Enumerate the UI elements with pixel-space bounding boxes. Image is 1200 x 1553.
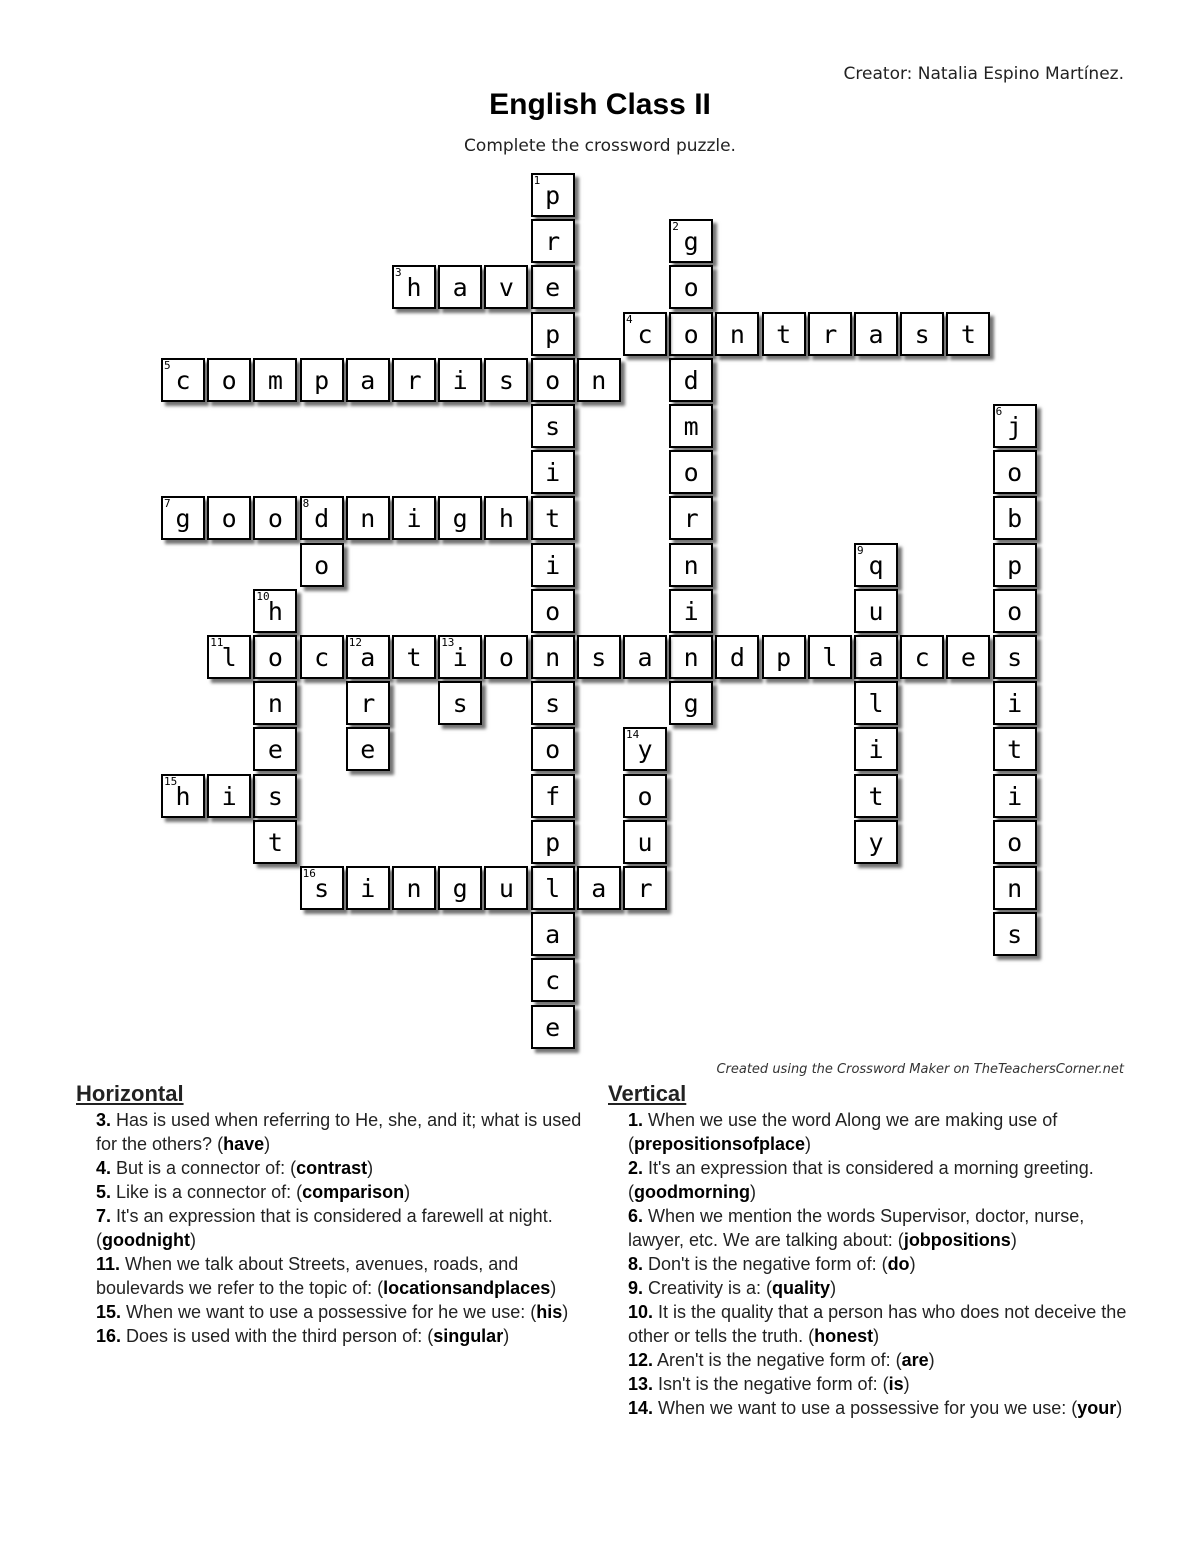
grid-cell[interactable]: e (531, 265, 575, 309)
clue-number: 16 (302, 867, 316, 880)
grid-cell[interactable]: n (715, 312, 759, 356)
clue-number: 3 (395, 266, 402, 280)
grid-cell[interactable]: r (669, 496, 713, 540)
clue-text: When we mention the words Supervisor, doctor, nurse, lawyer, etc. We are talking about: ( (628, 1206, 1085, 1250)
clue-text: Like is a connector of: ( (111, 1182, 303, 1202)
grid-cell[interactable]: o (531, 727, 575, 771)
clue-text: It's an expression that is considered a farewell at night. ( (96, 1206, 553, 1250)
grid-cell[interactable]: t (946, 312, 990, 356)
clue-text: Aren't is the negative form of: ( (653, 1350, 902, 1370)
grid-cell[interactable]: v (484, 265, 528, 309)
grid-cell[interactable]: g (669, 219, 713, 263)
clue-text: But is a connector of: ( (111, 1158, 297, 1178)
grid-cell[interactable]: a (438, 265, 482, 309)
grid-cell[interactable]: i (438, 358, 482, 402)
grid-cell[interactable]: a (577, 866, 621, 910)
horizontal-heading: Horizontal (76, 1081, 184, 1106)
grid-cell[interactable]: r (346, 681, 390, 725)
clue-text: Has is used when referring to He, she, and it; what is used for the others? ( (96, 1110, 582, 1154)
clue-text: It's an expression that is considered a morning greeting. ( (628, 1158, 1094, 1202)
clue-number: 9 (857, 543, 864, 557)
grid-cell[interactable]: l (531, 866, 575, 910)
clue-answer: is (888, 1374, 904, 1394)
grid-cell[interactable]: i (207, 774, 251, 818)
grid-cell[interactable]: s (531, 404, 575, 448)
grid-cell[interactable]: u (484, 866, 528, 910)
horizontal-clue: 7. It's an expression that is considered a farewell at night. (goodnight) (96, 1206, 553, 1250)
horizontal-clue: 5. Like is a connector of: (comparison) (96, 1182, 411, 1202)
clue-text: When we talk about Streets, avenues, roads, and boulevards we refer to the topic of: ( (96, 1254, 519, 1298)
clue-number-label: 8. (628, 1254, 644, 1274)
clue-number: 5 (164, 358, 171, 372)
grid-cell[interactable]: c (161, 358, 205, 402)
clue-number: 12 (348, 636, 363, 649)
grid-cell[interactable]: n (346, 496, 390, 540)
grid-cell[interactable]: a (623, 635, 667, 679)
grid-cell[interactable]: h (161, 774, 205, 818)
grid-cell[interactable]: t (531, 496, 575, 540)
horizontal-clue: 15. When we want to use a possessive for he we use: (his) (96, 1302, 569, 1322)
clue-number-label: 9. (628, 1278, 644, 1298)
grid-cell[interactable]: t (854, 774, 898, 818)
grid-cell[interactable]: s (484, 358, 528, 402)
grid-cell[interactable]: h (253, 589, 297, 633)
grid-cell[interactable]: r (623, 866, 667, 910)
grid-cell[interactable]: e (253, 727, 297, 771)
clue-number-label: 16. (96, 1326, 122, 1346)
vertical-heading: Vertical (608, 1081, 687, 1106)
clue-answer: your (1077, 1398, 1117, 1418)
clue-number: 10 (256, 589, 270, 603)
grid-cell[interactable]: o (253, 635, 297, 679)
grid-cell[interactable]: n (669, 635, 713, 679)
vertical-clue: 1. When we use the word Along we are making use of (prepositionsofplace) (628, 1110, 1058, 1154)
grid-cell[interactable]: r (392, 358, 436, 402)
grid-cell[interactable]: o (300, 543, 344, 587)
vertical-clue: 14. When we want to use a possessive for you we use: (your) (628, 1398, 1123, 1418)
grid-cell[interactable]: i (993, 774, 1037, 818)
clue-text: When we use the word Along we are making use of ( (628, 1110, 1058, 1154)
grid-cell[interactable]: o (207, 496, 251, 540)
clue-number-label: 13. (628, 1374, 654, 1394)
clue-number: 7 (164, 497, 171, 511)
clue-text: Does is used with the third person of: ( (121, 1326, 434, 1346)
clue-number-label: 10. (628, 1302, 654, 1322)
grid-cell[interactable]: g (669, 681, 713, 725)
grid-cell[interactable]: q (854, 543, 898, 587)
horizontal-clues (76, 1080, 586, 1348)
clue-number: 13 (441, 636, 455, 649)
grid-cell[interactable]: c (900, 635, 944, 679)
grid-cell[interactable]: a (854, 312, 898, 356)
grid-cell[interactable]: m (669, 404, 713, 448)
clue-answer: have (223, 1134, 265, 1154)
grid-cell[interactable]: g (161, 496, 205, 540)
grid-cell[interactable]: n (669, 543, 713, 587)
grid-cell[interactable]: i (531, 543, 575, 587)
grid-cell[interactable]: a (531, 912, 575, 956)
grid-cell[interactable]: s (900, 312, 944, 356)
page-title: English Class II (489, 88, 711, 121)
grid-cell[interactable]: p (300, 358, 344, 402)
grid-cell[interactable]: p (762, 635, 806, 679)
grid-cell[interactable]: o (669, 312, 713, 356)
clue-text: Don't is the negative form of: ( (643, 1254, 888, 1274)
horizontal-clue: 11. When we talk about Streets, avenues, roads, and boulevards we refer to the topic of: (locationsandplaces) (96, 1254, 557, 1298)
grid-cell[interactable]: l (207, 635, 251, 679)
horizontal-clue: 4. But is a connector of: (contrast) (96, 1158, 374, 1178)
grid-cell[interactable]: o (531, 358, 575, 402)
clue-text: When we want to use a possessive for you we use: ( (653, 1398, 1078, 1418)
vertical-clue: 9. Creativity is a: (quality) (628, 1278, 837, 1298)
grid-cell[interactable]: y (623, 727, 667, 771)
grid-cell[interactable]: s (577, 635, 621, 679)
clue-number-label: 2. (628, 1158, 644, 1178)
clue-number-label: 12. (628, 1350, 654, 1370)
clue-answer: locationsandplaces (383, 1278, 551, 1298)
grid-cell[interactable]: g (438, 496, 482, 540)
grid-cell[interactable]: o (207, 358, 251, 402)
clue-answer: goodmorning (634, 1182, 750, 1202)
grid-cell[interactable]: e (531, 1005, 575, 1049)
grid-cell[interactable]: s (438, 681, 482, 725)
grid-cell[interactable]: t (392, 635, 436, 679)
grid-cell[interactable]: l (808, 635, 852, 679)
grid-cell[interactable]: a (346, 635, 390, 679)
clue-text: When we want to use a possessive for he we use: ( (121, 1302, 537, 1322)
clue-answer: comparison (302, 1182, 405, 1202)
grid-cell[interactable]: m (253, 358, 297, 402)
grid-cell[interactable]: p (531, 820, 575, 864)
vertical-clue: 2. It's an expression that is considered a morning greeting. (goodmorning) (628, 1158, 1094, 1202)
clue-number: 8 (302, 497, 310, 511)
clue-answer: prepositionsofplace (634, 1134, 806, 1154)
clue-answer: are (901, 1350, 929, 1370)
grid-cell[interactable]: d (715, 635, 759, 679)
clue-number: 15 (164, 774, 178, 788)
grid-cell[interactable]: c (623, 312, 667, 356)
clue-number: 1 (533, 174, 541, 187)
grid-cell[interactable]: o (669, 265, 713, 309)
grid-cell[interactable]: s (531, 681, 575, 725)
grid-cell[interactable]: p (531, 173, 575, 217)
clue-number: 4 (626, 312, 633, 326)
horizontal-clue: 16. Does is used with the third person of: (singular) (96, 1326, 510, 1346)
grid-cell[interactable]: d (300, 496, 344, 540)
grid-cell[interactable]: c (531, 958, 575, 1002)
grid-cell[interactable]: a (346, 358, 390, 402)
horizontal-clue: 3. Has is used when referring to He, she, and it; what is used for the others? (have) (96, 1110, 582, 1154)
clue-number: 6 (995, 405, 1003, 418)
clue-number: 11 (210, 636, 224, 649)
grid-cell[interactable]: j (993, 404, 1037, 448)
clue-text: Isn't is the negative form of: ( (653, 1374, 889, 1394)
clue-number-label: 5. (96, 1182, 112, 1202)
grid-cell[interactable]: b (993, 496, 1037, 540)
grid-cell[interactable]: g (438, 866, 482, 910)
grid-cell[interactable]: i (669, 589, 713, 633)
grid-cell[interactable]: s (993, 912, 1037, 956)
grid-cell[interactable]: t (993, 727, 1037, 771)
clue-number-label: 7. (96, 1206, 112, 1226)
clue-number-label: 14. (628, 1398, 654, 1418)
clue-answer: honest (814, 1326, 874, 1346)
grid-cell[interactable]: o (253, 496, 297, 540)
clue-answer: singular (433, 1326, 504, 1346)
grid-cell[interactable]: s (993, 635, 1037, 679)
grid-cell[interactable]: r (808, 312, 852, 356)
grid-cell[interactable]: p (993, 543, 1037, 587)
grid-cell[interactable]: i (531, 450, 575, 494)
clue-number: 14 (626, 728, 640, 742)
clue-number-label: 11. (96, 1254, 121, 1274)
grid-cell[interactable]: n (392, 866, 436, 910)
vertical-clue: 8. Don't is the negative form of: (do) (628, 1254, 916, 1274)
grid-cell[interactable]: c (300, 635, 344, 679)
clue-answer: do (887, 1254, 910, 1274)
vertical-clue: 10. It is the quality that a person has who does not deceive the other or tells the truth. (honest) (628, 1302, 1127, 1346)
grid-cell[interactable]: e (946, 635, 990, 679)
grid-cell[interactable]: d (669, 358, 713, 402)
grid-cell[interactable]: o (993, 450, 1037, 494)
grid-cell[interactable]: n (993, 866, 1037, 910)
grid-cell[interactable]: a (854, 635, 898, 679)
grid-cell[interactable]: o (484, 635, 528, 679)
clue-answer: quality (772, 1278, 831, 1298)
clue-answer: goodnight (102, 1230, 190, 1250)
grid-cell[interactable]: o (623, 774, 667, 818)
grid-cell[interactable]: e (346, 727, 390, 771)
grid-cell[interactable]: n (531, 635, 575, 679)
maker-credit: Created using the Crossword Maker on TheTeachersCorner.net (716, 1062, 1124, 1077)
clue-text: Creativity is a: ( (643, 1278, 773, 1298)
grid-cell[interactable]: p (531, 312, 575, 356)
grid-cell[interactable]: h (392, 265, 436, 309)
vertical-clue: 6. When we mention the words Supervisor, doctor, nurse, lawyer, etc. We are talking about: (jobpositions) (628, 1206, 1085, 1250)
grid-cell[interactable]: o (993, 820, 1037, 864)
grid-cell[interactable]: i (854, 727, 898, 771)
grid-cell[interactable]: h (484, 496, 528, 540)
clue-number: 2 (672, 220, 679, 234)
grid-cell[interactable]: i (346, 866, 390, 910)
grid-cell[interactable]: t (762, 312, 806, 356)
creator-credit: Creator: Natalia Espino Martínez. (843, 64, 1124, 84)
clue-number-label: 4. (96, 1158, 112, 1178)
clue-number-label: 1. (628, 1110, 644, 1130)
clue-number-label: 15. (96, 1302, 122, 1322)
clue-answer: contrast (296, 1158, 368, 1178)
grid-cell[interactable]: u (854, 589, 898, 633)
clue-answer: his (536, 1302, 563, 1322)
grid-cell[interactable]: t (253, 820, 297, 864)
grid-cell[interactable]: o (669, 450, 713, 494)
grid-cell[interactable]: o (993, 589, 1037, 633)
grid-cell[interactable]: n (253, 681, 297, 725)
grid-cell[interactable]: y (854, 820, 898, 864)
grid-cell[interactable]: l (854, 681, 898, 725)
grid-cell[interactable]: s (300, 866, 344, 910)
grid-cell[interactable]: n (577, 358, 621, 402)
grid-cell[interactable]: f (531, 774, 575, 818)
vertical-clues (608, 1080, 1128, 1420)
grid-cell[interactable]: r (531, 219, 575, 263)
grid-cell[interactable]: s (253, 774, 297, 818)
clue-number-label: 3. (96, 1110, 112, 1130)
grid-cell[interactable]: i (438, 635, 482, 679)
grid-cell[interactable]: i (993, 681, 1037, 725)
clue-number-label: 6. (628, 1206, 644, 1226)
grid-cell[interactable]: u (623, 820, 667, 864)
grid-cell[interactable]: i (392, 496, 436, 540)
instructions: Complete the crossword puzzle. (464, 136, 736, 156)
vertical-clue: 13. Isn't is the negative form of: (is) (628, 1374, 910, 1394)
clue-text: It is the quality that a person has who does not deceive the other or tells the truth. ( (628, 1302, 1127, 1346)
clue-answer: jobpositions (903, 1230, 1011, 1250)
grid-cell[interactable]: o (531, 589, 575, 633)
vertical-clue: 12. Aren't is the negative form of: (are) (628, 1350, 935, 1370)
